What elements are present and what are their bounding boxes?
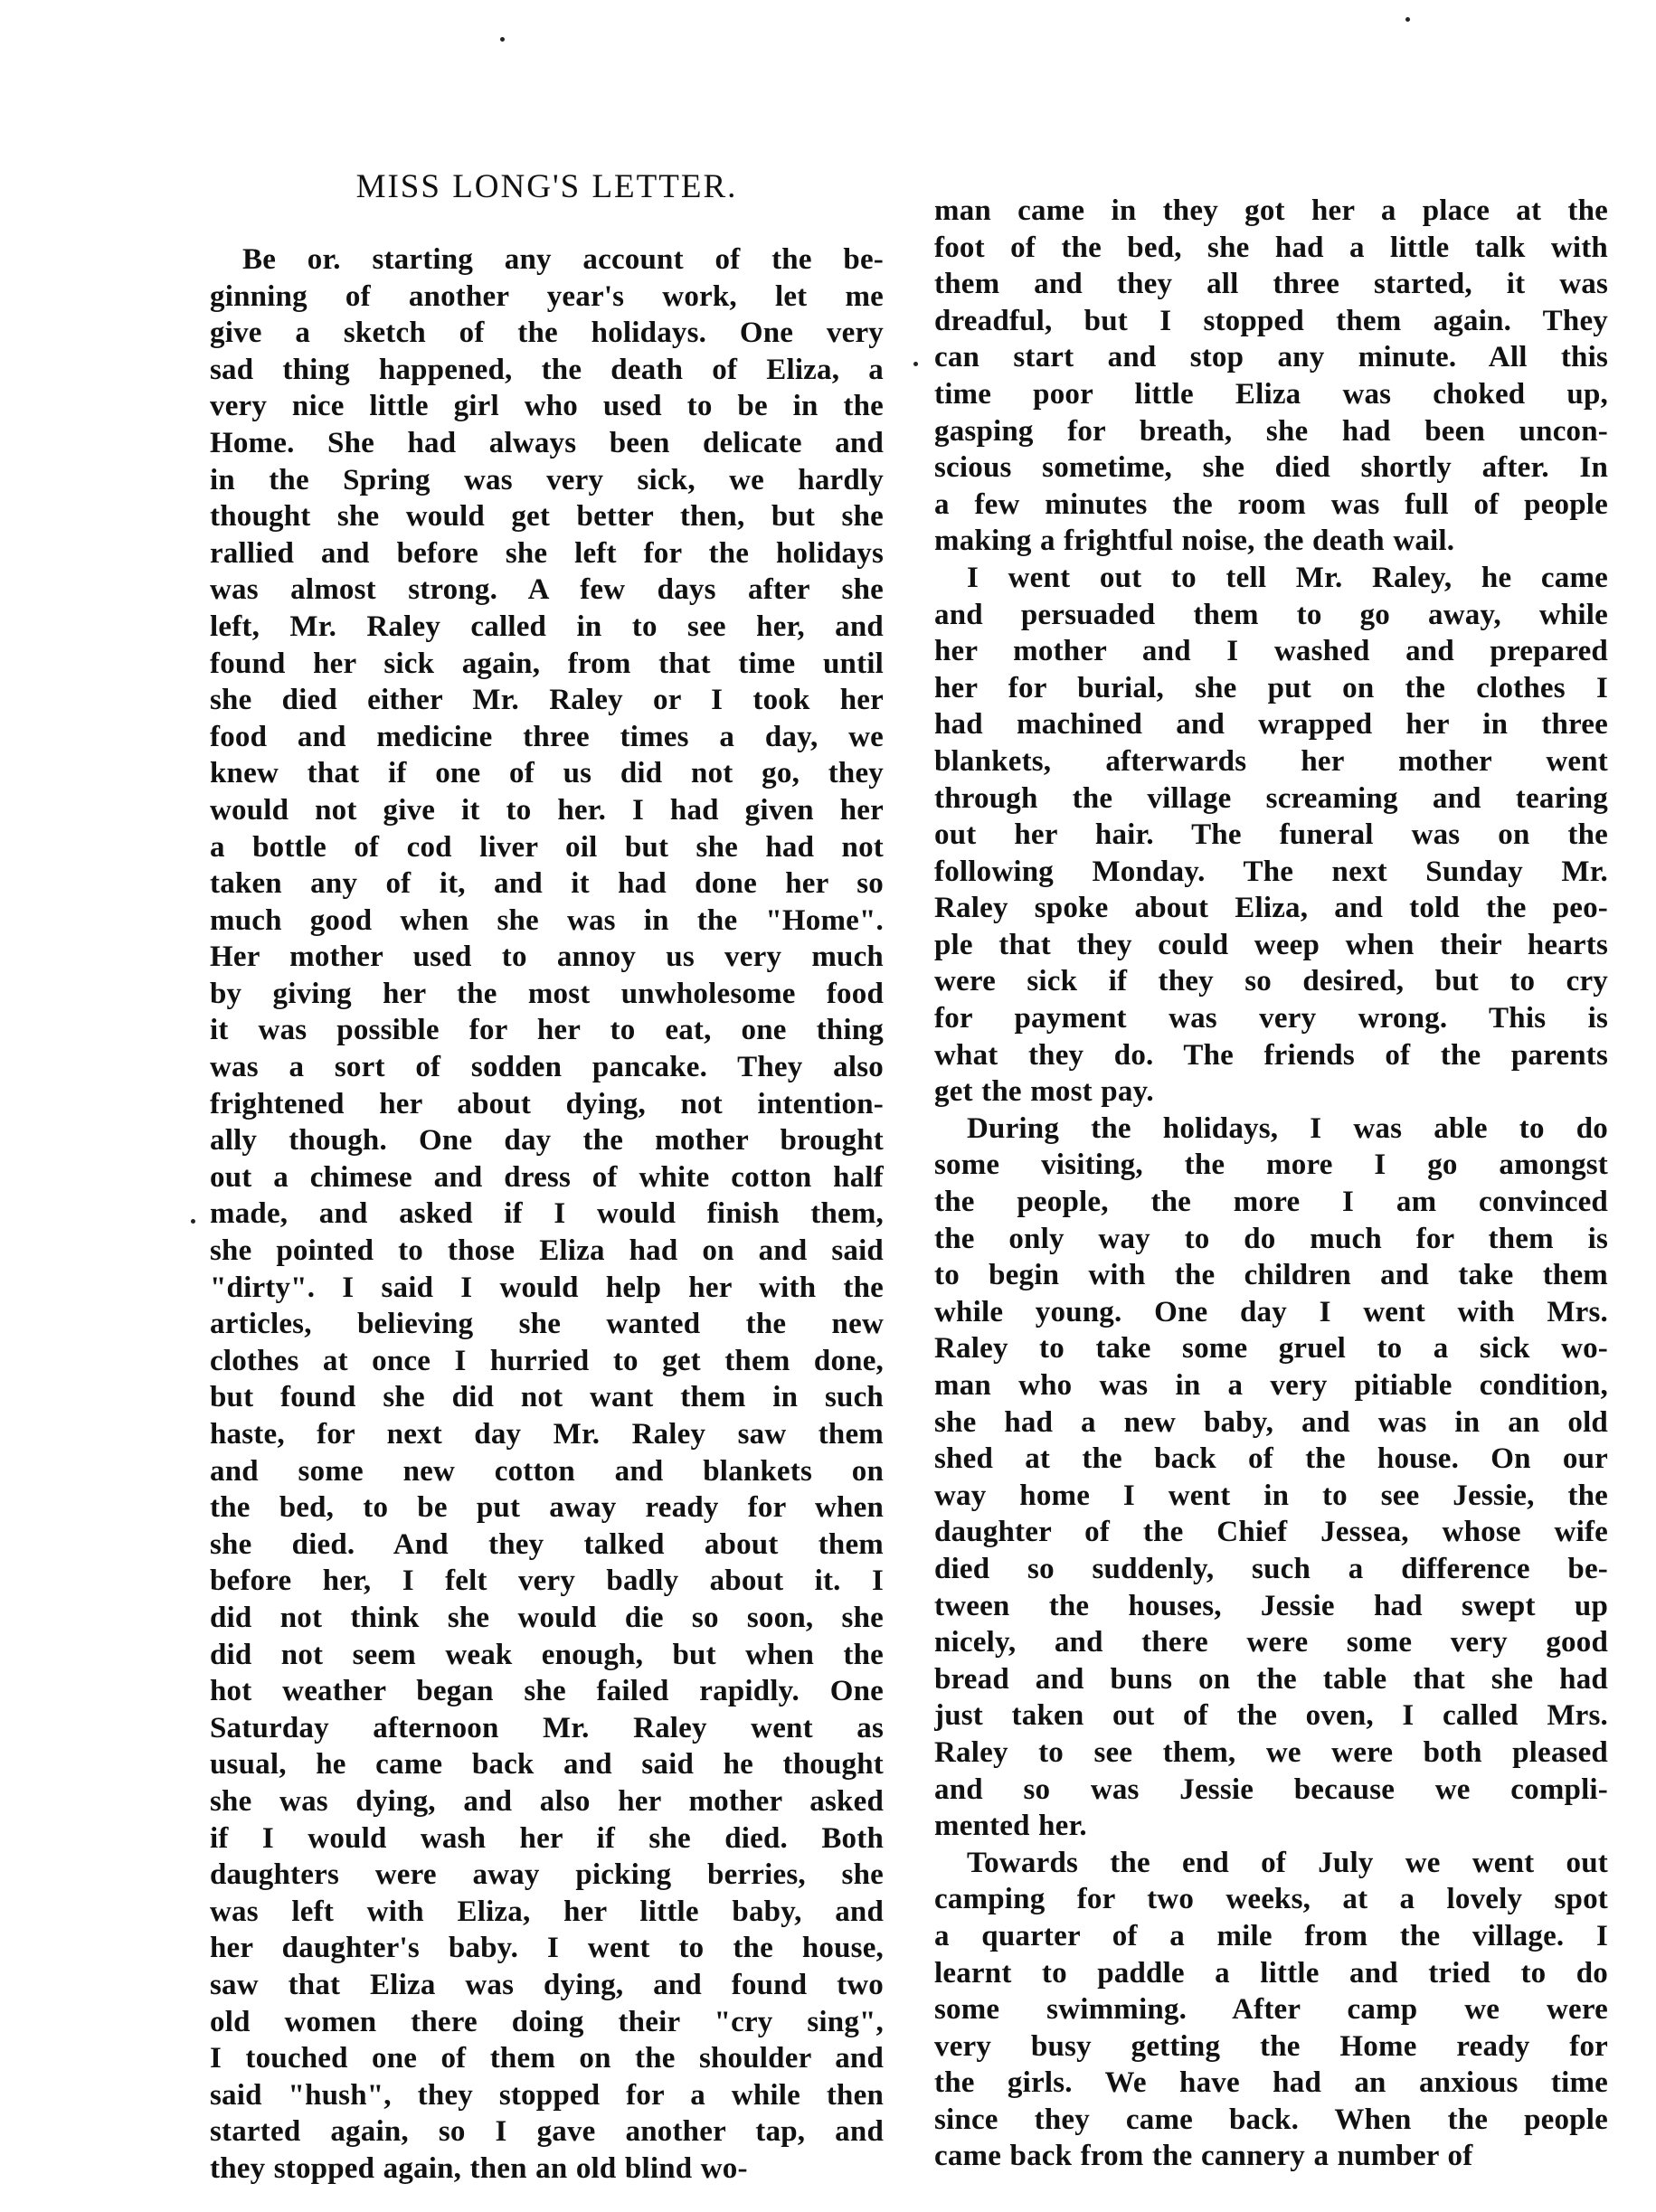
text-line: sad thing happened, the death of Eliza, a <box>210 353 884 386</box>
text-line: would not give it to her. I had given her <box>210 793 884 827</box>
text-line: for payment was very wrong. This is <box>934 1002 1608 1035</box>
text-line: frightened her about dying, not intention- <box>210 1087 884 1120</box>
text-line: give a sketch of the holidays. One very <box>210 317 884 350</box>
text-line: her for burial, she put on the clothes I <box>934 671 1608 704</box>
text-line: articles, believing she wanted the new <box>210 1308 884 1341</box>
text-line: camping for two weeks, at a lovely spot <box>934 1883 1608 1916</box>
text-line: them and they all three started, it was <box>934 268 1608 301</box>
text-line: Her mother used to annoy us very much <box>210 941 884 974</box>
text-line: just taken out of the oven, I called Mrs. <box>934 1699 1608 1733</box>
text-line: During the holidays, I was able to do <box>967 1111 1608 1145</box>
text-line: time poor little Eliza was choked up, <box>934 377 1608 411</box>
text-line: bread and buns on the table that she had <box>934 1662 1608 1696</box>
text-line: to begin with the children and take them <box>934 1259 1608 1292</box>
text-line: way home I went in to see Jessie, the <box>934 1479 1608 1512</box>
text-line: while young. One day I went with Mrs. <box>934 1295 1608 1328</box>
text-line: get the most pay. <box>934 1075 1154 1109</box>
text-line: Raley to see them, we were both pleased <box>934 1735 1608 1769</box>
text-line: old women there doing their "cry sing", <box>210 2005 884 2038</box>
text-line: and some new cotton and blankets on <box>210 1454 884 1488</box>
text-line: hot weather began she failed rapidly. One <box>210 1675 884 1708</box>
text-line: blankets, afterwards her mother went <box>934 744 1608 778</box>
text-line: Home. She had always been delicate and <box>210 426 884 459</box>
text-line: she died. And they talked about them <box>210 1527 884 1561</box>
text-line: can start and stop any minute. All this <box>934 341 1608 374</box>
text-line: before her, I felt very badly about it. I <box>210 1564 884 1598</box>
text-line: clothes at once I hurried to get them done, <box>210 1344 884 1377</box>
text-line: tween the houses, Jessie had swept up <box>934 1589 1608 1622</box>
print-speck <box>913 362 918 366</box>
text-line: scious sometime, she died shortly after. In <box>934 451 1608 485</box>
print-speck <box>500 37 505 42</box>
text-line: saw that Eliza was dying, and found two <box>210 1968 884 2001</box>
text-line: learnt to paddle a little and tried to do <box>934 1956 1608 1990</box>
text-line: haste, for next day Mr. Raley saw them <box>210 1418 884 1451</box>
text-line: mented her. <box>934 1810 1087 1843</box>
text-line: Be or. starting any account of the be- <box>242 243 884 276</box>
text-line: since they came back. When the people <box>934 2103 1608 2136</box>
text-line: foot of the bed, she had a little talk with <box>934 231 1608 264</box>
text-line: dreadful, but I stopped them again. They <box>934 304 1608 337</box>
text-line: what they do. The friends of the parents <box>934 1038 1608 1072</box>
text-line: Towards the end of July we went out <box>967 1846 1608 1879</box>
text-line: ginning of another year's work, let me <box>210 279 884 313</box>
text-line: she was dying, and also her mother asked <box>210 1784 884 1818</box>
text-line: very busy getting the Home ready for <box>934 2029 1608 2063</box>
print-speck <box>1405 17 1410 22</box>
text-line: in the Spring was very sick, we hardly <box>210 463 884 496</box>
text-line: and so was Jessie because we compli- <box>934 1772 1608 1806</box>
text-line: following Monday. The next Sunday Mr. <box>934 855 1608 888</box>
text-line: she had a new baby, and was in an old <box>934 1405 1608 1439</box>
article-column-left <box>210 167 884 2187</box>
text-line: Raley spoke about Eliza, and told the peo- <box>934 892 1608 925</box>
article-column-right <box>934 193 1608 2175</box>
text-line: some swimming. After camp we were <box>934 1993 1608 2027</box>
text-line: and persuaded them to go away, while <box>934 598 1608 631</box>
text-line: rallied and before she left for the holidays <box>210 536 884 570</box>
text-line: out a chimese and dress of white cotton half <box>210 1160 884 1194</box>
text-line: gasping for breath, she had been uncon- <box>934 414 1608 448</box>
text-line: daughters were away picking berries, she <box>210 1858 884 1892</box>
text-line: much good when she was in the "Home". <box>210 903 884 937</box>
text-line: a bottle of cod liver oil but she had not <box>210 830 884 864</box>
article-title: MISS LONG'S LETTER. <box>355 168 738 205</box>
text-line: I touched one of them on the shoulder and <box>210 2042 884 2075</box>
text-line: a few minutes the room was full of people <box>934 487 1608 521</box>
text-line: knew that if one of us did not go, they <box>210 757 884 790</box>
text-line: was a sort of sodden pancake. They also <box>210 1051 884 1084</box>
text-line: she pointed to those Eliza had on and said <box>210 1234 884 1268</box>
text-line: did not seem weak enough, but when the <box>210 1638 884 1671</box>
text-line: were sick if they so desired, but to cry <box>934 965 1608 998</box>
text-line: ple that they could weep when their hearts <box>934 928 1608 961</box>
left-column-body <box>210 241 884 2187</box>
text-line: taken any of it, and it had done her so <box>210 867 884 901</box>
text-line: died so suddenly, such a difference be- <box>934 1552 1608 1585</box>
text-line: had machined and wrapped her in three <box>934 708 1608 742</box>
text-line: the girls. We have had an anxious time <box>934 2066 1608 2100</box>
text-line: Saturday afternoon Mr. Raley went as <box>210 1711 884 1744</box>
text-line: I went out to tell Mr. Raley, he came <box>967 561 1608 594</box>
text-line: man came in they got her a place at the <box>934 194 1608 227</box>
text-line: it was possible for her to eat, one thing <box>210 1014 884 1047</box>
text-line: some visiting, the more I go amongst <box>934 1149 1608 1182</box>
text-line: started again, so I gave another tap, and <box>210 2115 884 2149</box>
text-line: shed at the back of the house. On our <box>934 1442 1608 1476</box>
text-line: out her hair. The funeral was on the <box>934 818 1608 852</box>
text-line: ally though. One day the mother brought <box>210 1124 884 1158</box>
text-line: thought she would get better then, but she <box>210 500 884 534</box>
text-line: food and medicine three times a day, we <box>210 720 884 753</box>
text-line: left, Mr. Raley called in to see her, and <box>210 610 884 643</box>
text-line: making a frightful noise, the death wail. <box>934 525 1455 558</box>
text-line: was almost strong. A few days after she <box>210 573 884 607</box>
text-line: the bed, to be put away ready for when <box>210 1491 884 1525</box>
text-line: but found she did not want them in such <box>210 1381 884 1414</box>
text-line: came back from the cannery a number of <box>934 2140 1473 2173</box>
text-line: made, and asked if I would finish them, <box>210 1197 884 1231</box>
text-line: through the village screaming and tearing <box>934 781 1608 815</box>
text-line: said "hush", they stopped for a while then <box>210 2078 884 2112</box>
text-line: her mother and I washed and prepared <box>934 635 1608 668</box>
text-line: found her sick again, from that time until <box>210 647 884 680</box>
text-line: usual, he came back and said he thought <box>210 1748 884 1782</box>
text-line: daughter of the Chief Jessea, whose wife <box>934 1516 1608 1549</box>
text-line: her daughter's baby. I went to the house, <box>210 1932 884 1965</box>
text-line: she died either Mr. Raley or I took her <box>210 684 884 717</box>
text-line: the people, the more I am convinced <box>934 1186 1608 1219</box>
text-line: the only way to do much for them is <box>934 1222 1608 1255</box>
text-line: man who was in a very pitiable condition, <box>934 1369 1608 1402</box>
text-line: they stopped again, then an old blind wo- <box>210 2151 748 2185</box>
text-line: a quarter of a mile from the village. I <box>934 1919 1608 1952</box>
right-column-body <box>934 193 1608 2175</box>
text-line: Raley to take some gruel to a sick wo- <box>934 1332 1608 1366</box>
print-speck <box>191 1219 195 1224</box>
text-line: very nice little girl who used to be in the <box>210 390 884 423</box>
text-line: by giving her the most unwholesome food <box>210 977 884 1010</box>
text-line: did not think she would die so soon, she <box>210 1601 884 1634</box>
text-line: "dirty". I said I would help her with the <box>210 1271 884 1304</box>
text-line: nicely, and there were some very good <box>934 1626 1608 1659</box>
text-line: was left with Eliza, her little baby, and <box>210 1895 884 1928</box>
text-line: if I would wash her if she died. Both <box>210 1821 884 1855</box>
